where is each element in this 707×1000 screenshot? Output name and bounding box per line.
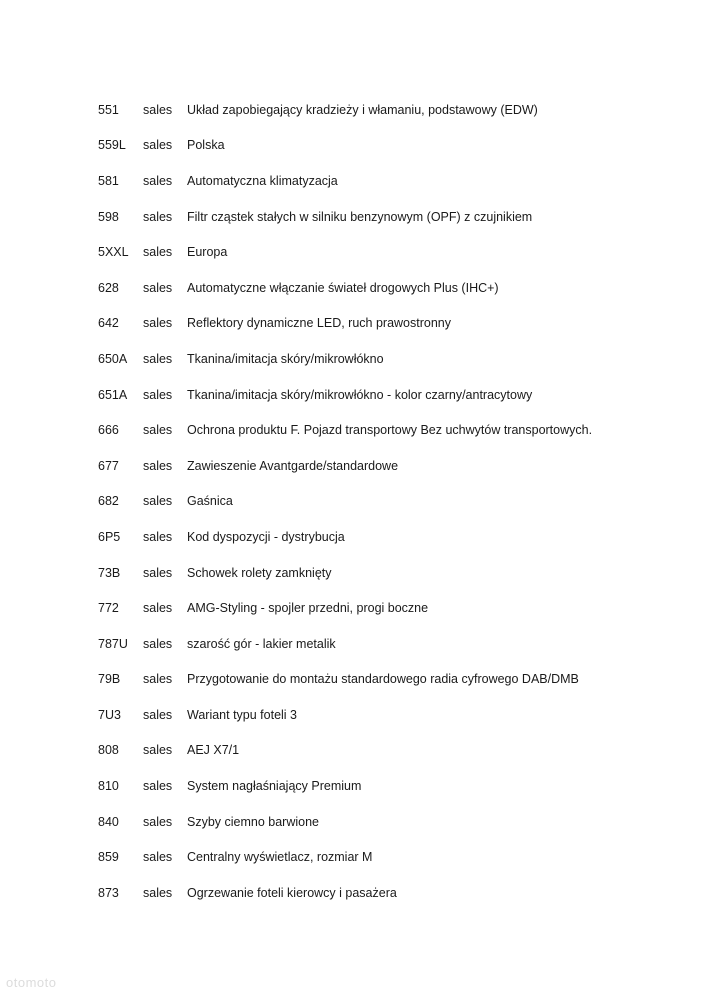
option-description: Zawieszenie Avantgarde/standardowe [187,458,399,473]
equipment-list [98,92,698,911]
option-description: Schowek rolety zamknięty [187,565,332,580]
option-code: 551 [98,102,119,117]
option-code: 682 [98,494,119,509]
list-item [98,733,698,769]
option-description: szarość gór - lakier metalik [187,636,336,651]
list-item [98,306,698,342]
list-item [98,590,698,626]
option-type: sales [143,494,173,509]
option-description: System nagłaśniający Premium [187,779,362,794]
option-code: 650A [98,351,128,366]
option-description: Wariant typu foteli 3 [187,707,298,722]
list-item [98,270,698,306]
option-type: sales [143,636,173,651]
list-item [98,199,698,235]
option-type: sales [143,102,173,117]
option-description: Polska [187,138,225,153]
option-description: Reflektory dynamiczne LED, ruch prawostronny [187,316,452,331]
list-item [98,804,698,840]
option-description: Centralny wyświetlacz, rozmiar M [187,850,373,865]
option-code: 642 [98,316,119,331]
option-code: 666 [98,423,119,438]
option-code: 628 [98,280,119,295]
list-item [98,839,698,875]
option-code: 5XXL [98,245,129,260]
option-description: Gaśnica [187,494,233,509]
option-description: Układ zapobiegający kradzieży i włamaniu, podstawowy (EDW) [187,102,538,117]
option-code: 581 [98,173,119,188]
option-type: sales [143,423,173,438]
option-code: 873 [98,885,119,900]
list-item [98,875,698,911]
option-description: Tkanina/imitacja skóry/mikrowłókno [187,351,384,366]
option-type: sales [143,351,173,366]
option-code: 7U3 [98,707,121,722]
option-type: sales [143,280,173,295]
option-description: Filtr cząstek stałych w silniku benzynowym (OPF) z czujnikiem [187,209,533,224]
list-item [98,92,698,128]
option-code: 840 [98,814,119,829]
option-description: Ochrona produktu F. Pojazd transportowy Bez uchwytów transportowych. [187,423,593,438]
option-description: AEJ X7/1 [187,743,240,758]
option-type: sales [143,316,173,331]
list-item [98,519,698,555]
option-description: AMG-Styling - spojler przedni, progi boczne [187,601,429,616]
option-type: sales [143,173,173,188]
option-code: 598 [98,209,119,224]
option-type: sales [143,707,173,722]
option-type: sales [143,779,173,794]
list-item [98,662,698,698]
option-type: sales [143,245,173,260]
option-type: sales [143,138,173,153]
list-item [98,768,698,804]
option-description: Automatyczne włączanie świateł drogowych Plus (IHC+) [187,280,499,295]
list-item [98,448,698,484]
list-item [98,163,698,199]
option-code: 677 [98,458,119,473]
option-code: 79B [98,672,121,687]
option-type: sales [143,814,173,829]
option-description: Ogrzewanie foteli kierowcy i pasażera [187,885,397,900]
option-code: 559L [98,138,126,153]
list-item [98,555,698,591]
list-item [98,377,698,413]
list-item [98,412,698,448]
option-description: Kod dyspozycji - dystrybucja [187,529,345,544]
list-item [98,626,698,662]
option-type: sales [143,209,173,224]
option-code: 859 [98,850,119,865]
option-type: sales [143,885,173,900]
option-type: sales [143,387,173,402]
list-item [98,128,698,164]
option-description: Tkanina/imitacja skóry/mikrowłókno - kolor czarny/antracytowy [187,387,533,402]
option-code: 810 [98,779,119,794]
option-description: Europa [187,245,228,260]
option-description: Szyby ciemno barwione [187,814,320,829]
option-type: sales [143,672,173,687]
list-item [98,697,698,733]
option-type: sales [143,601,173,616]
option-code: 808 [98,743,119,758]
option-type: sales [143,529,173,544]
option-code: 73B [98,565,121,580]
option-description: Automatyczna klimatyzacja [187,173,338,188]
option-code: 651A [98,387,128,402]
option-type: sales [143,743,173,758]
list-item [98,341,698,377]
list-item [98,234,698,270]
option-code: 6P5 [98,529,121,544]
option-description: Przygotowanie do montażu standardowego radia cyfrowego DAB/DMB [187,672,579,687]
option-code: 787U [98,636,128,651]
option-type: sales [143,850,173,865]
option-type: sales [143,458,173,473]
list-item [98,484,698,520]
watermark: otomoto [6,975,57,990]
option-code: 772 [98,601,119,616]
option-type: sales [143,565,173,580]
